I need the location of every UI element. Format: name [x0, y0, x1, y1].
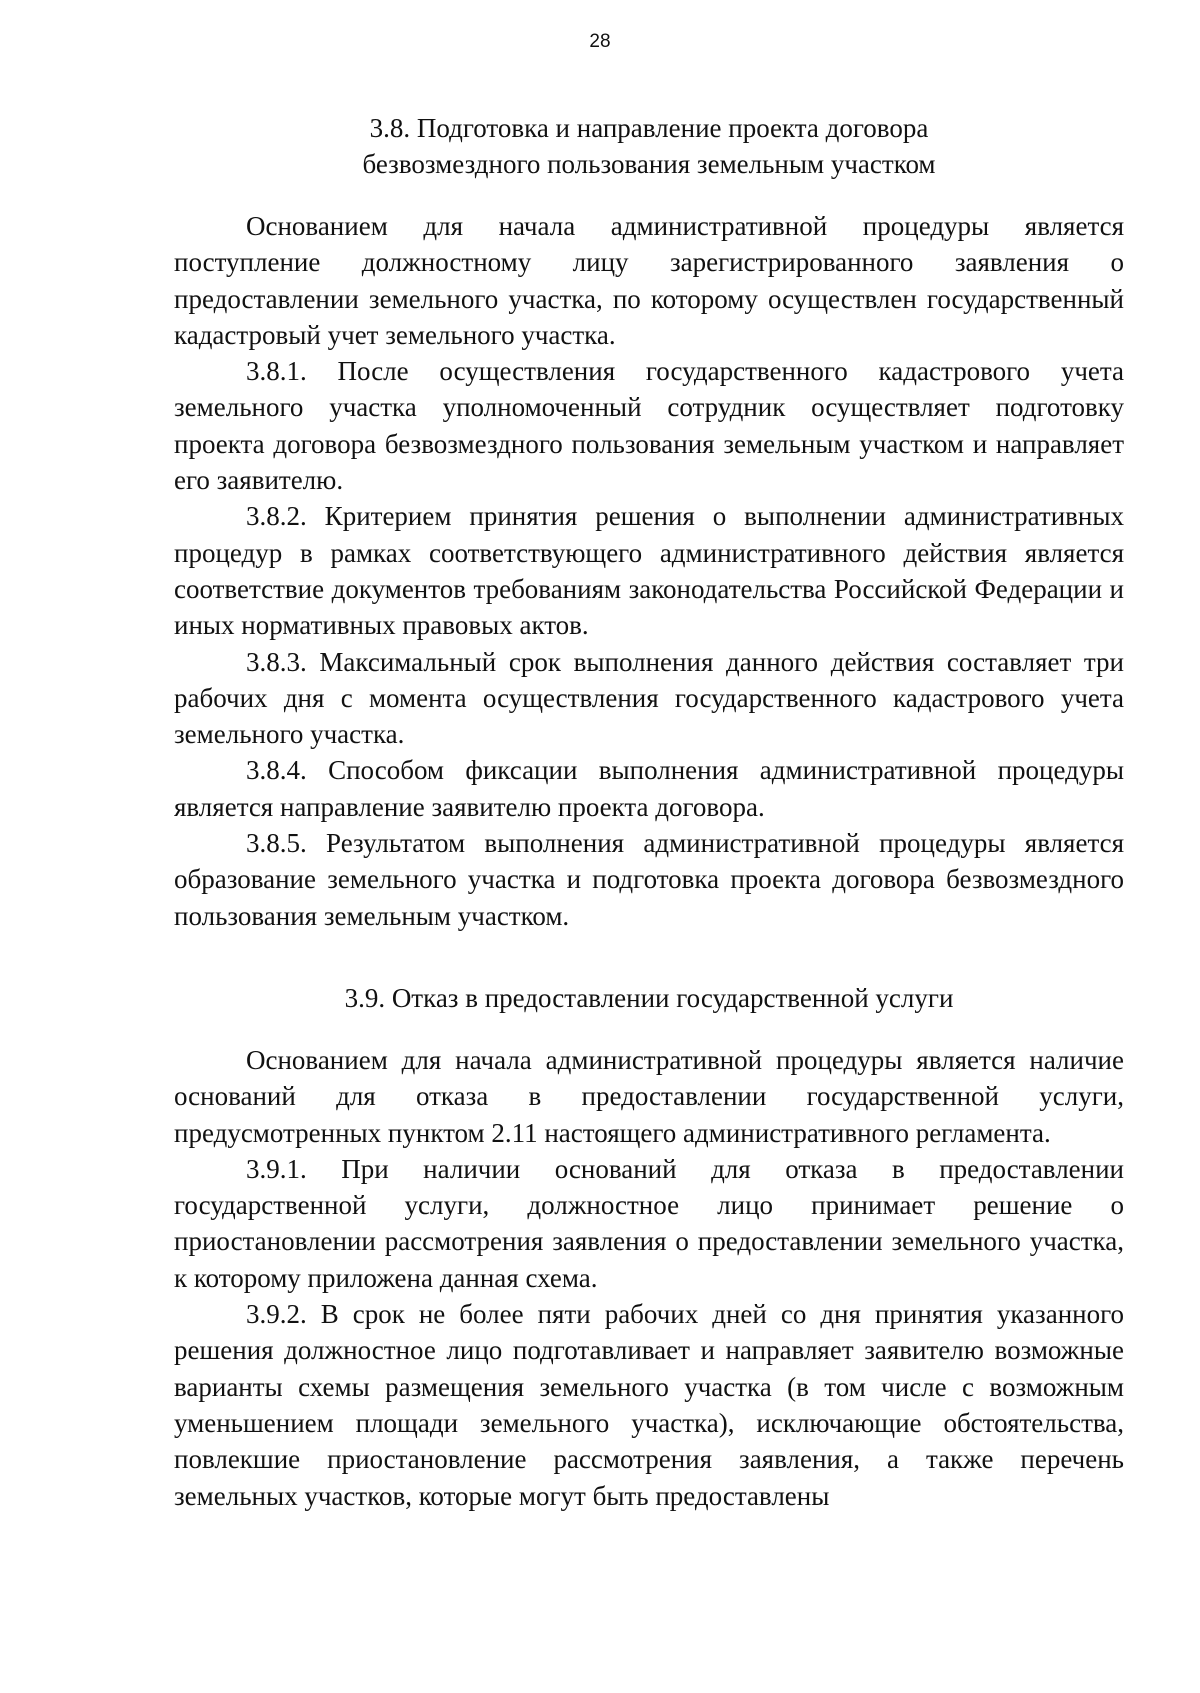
section-3-9-intro-paragraph: Основанием для начала административной процедуры является наличие оснований для отказа в предоставлении государственной услуги, предусмотренных пунктом 2.11 настоящего административного регламента.: [174, 1044, 1124, 1148]
section-3-8-heading-line-1: 3.8. Подготовка и направление проекта договора: [369, 113, 929, 143]
section-3-8-heading-line-2: безвозмездного пользования земельным участком: [362, 149, 936, 179]
section-3-8-heading: [174, 110, 1124, 182]
clause-3-9-2: 3.9.2. В срок не более пяти рабочих дней со дня принятия указанного решения должностное лицо подготавливает и направляет заявителю возможные варианты схемы размещения земельного участка (в том числе с возможным уменьшением площади земельного участка), исключающие обстоятельства, повлекшие приостановление рассмотрения заявления, а также перечень земельных участков, которые могут быть предоставлены: [174, 1299, 1124, 1511]
clause-3-8-2: 3.8.2. Критерием принятия решения о выполнении административных процедур в рамках соответствующего административного действия является соответствие документов требованиям законодательства Российской Федерации и иных нормативных правовых актов.: [174, 501, 1124, 641]
clause-3-8-4: 3.8.4. Способом фиксации выполнения административной процедуры является направление заявителю проекта договора.: [174, 755, 1124, 822]
section-3-8-intro-paragraph: Основанием для начала административной процедуры является поступление должностному лицу зарегистрированного заявления о предоставлении земельного участка, по которому осуществлен государственный кадастровый учет земельного участка.: [174, 211, 1124, 350]
clause-3-8-1: 3.8.1. После осуществления государственного кадастрового учета земельного участка уполномоченный сотрудник осуществляет подготовку проекта договора безвозмездного пользования земельным участком и направляет его заявителю.: [174, 356, 1124, 496]
clause-3-8-5: 3.8.5. Результатом выполнения административной процедуры является образование земельного участка и подготовка проекта договора безвозмездного пользования земельным участком.: [174, 828, 1124, 931]
clause-3-9-1: 3.9.1. При наличии оснований для отказа в предоставлении государственной услуги, должностное лицо принимает решение о приостановлении рассмотрения заявления о предоставлении земельного участка, к которому приложена данная схема.: [174, 1153, 1124, 1293]
page-number: 28: [589, 31, 611, 52]
section-3-9-heading: 3.9. Отказ в предоставлении государственной услуги: [344, 982, 954, 1013]
clause-3-8-3: 3.8.3. Максимальный срок выполнения данного действия составляет три рабочих дня с момента осуществления государственного кадастрового учета земельного участка.: [174, 646, 1124, 750]
document-body: [174, 110, 1124, 1514]
